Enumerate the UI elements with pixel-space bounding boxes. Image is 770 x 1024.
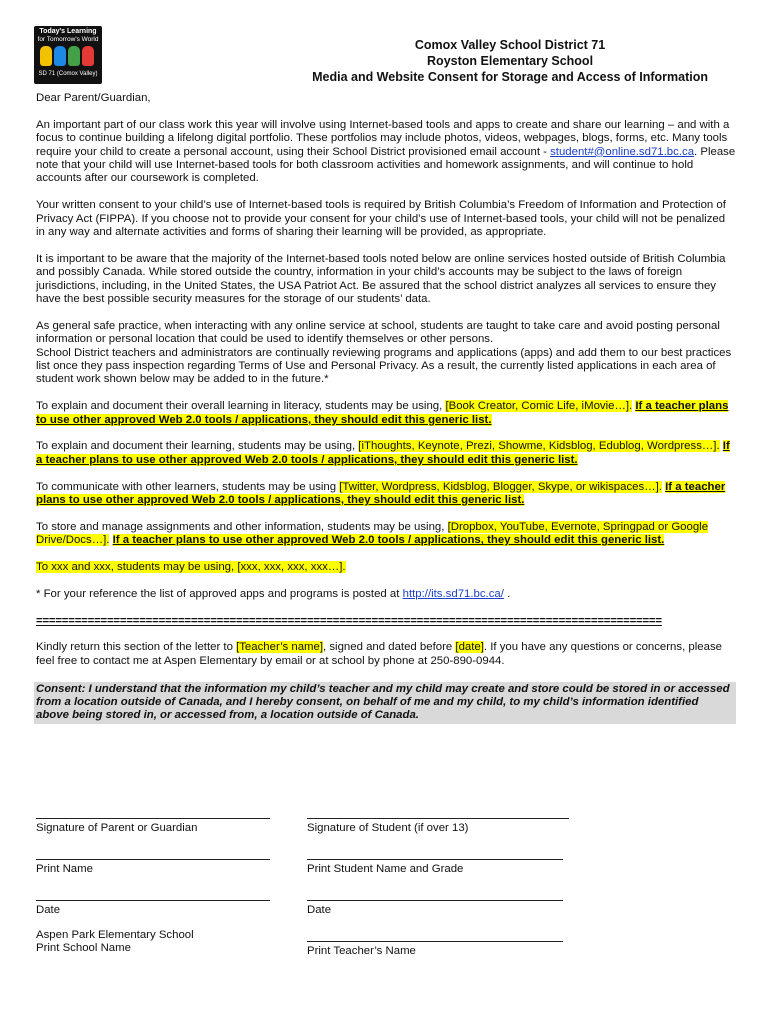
- use-xxx: To xxx and xxx, students may be using, [xxx, xxx, xxx, xxx…].: [36, 561, 346, 574]
- separator-line: =================================================================================================: [36, 614, 662, 627]
- school-name: Royston Elementary School: [427, 54, 594, 68]
- hand-icon-blue: [54, 46, 66, 66]
- date-label-right: Date: [307, 904, 332, 916]
- student-email-link[interactable]: student#@online.sd71.bc.ca: [550, 145, 695, 158]
- student-signature-label: Signature of Student (if over 13): [307, 822, 469, 834]
- signature-line: [307, 900, 563, 901]
- print-name-label: Print Name: [36, 863, 93, 875]
- hand-icon-green: [68, 46, 80, 66]
- paragraph-safe-practice: As general safe practice, when interacting with any online service at school, students are taught to take care and avoid posting personal information or personal location that could be used to identify themselves or other persons. School District teachers and administrators are continually reviewing programs and applications (apps) and add them to our best practices list once they pass inspection regarding Terms of Use and Personal Privacy. As a result, the currently listed applications in each area of student work shown below may be added to in the future.*: [36, 319, 732, 386]
- date-placeholder: [date]: [455, 641, 484, 654]
- use-learning: To explain and document their learning, students may be using, [iThoughts, Keynote, Prezi, Showme, Kidsblog, Edublog, Wordpress…]. If a teacher plans to use other approved Web 2.0 tools / applications, they should edit this generic list.: [36, 440, 730, 466]
- paragraph-storage: It is important to be aware that the majority of the Internet-based tools noted below are online services hosted outside of British Columbia and possibly Canada. While stored outside the country, information in your child’s accounts may be subject to the laws of foreign jurisdictions, including, in the United States, the USA Patriot Act. Be assured that the school district analyzes all services to ensure they have the best possible security measures for the storage of our students’ data.: [36, 252, 726, 306]
- logo-line-2: for Tomorrow's World: [37, 36, 99, 43]
- signature-line: [307, 818, 569, 819]
- signature-line: [36, 859, 270, 860]
- hand-icon-red: [82, 46, 94, 66]
- print-student-field[interactable]: [307, 859, 563, 876]
- school-name-field[interactable]: [36, 929, 270, 956]
- consent-statement: Consent: I understand that the information my child’s teacher and my child may create and store could be stored in or accessed from a location outside of Canada, and I hereby consent, on behalf of me and my child, to my child’s information identified above being stored in, or accessed from, a location outside of Canada.: [34, 682, 736, 724]
- document-title: Media and Website Consent for Storage and Access of Information: [312, 70, 708, 84]
- return-instructions: Kindly return this section of the letter to [Teacher’s name], signed and dated before [date]. If you have any questions or concerns, please feel free to contact me at Aspen Elementary by email or at school by phone at 250-890-0944.: [36, 641, 722, 667]
- date-label-left: Date: [36, 904, 61, 916]
- date-field-left[interactable]: [36, 900, 270, 917]
- signature-line: [36, 818, 270, 819]
- logo-line-1: Today's Learning: [39, 28, 97, 35]
- hand-icon-yellow: [40, 46, 52, 66]
- signature-line: [307, 859, 563, 860]
- approved-apps-link[interactable]: http://its.sd71.bc.ca/: [402, 587, 504, 600]
- teacher-name-field[interactable]: [307, 941, 563, 958]
- reference-note: * For your reference the list of approved apps and programs is posted at http://its.sd71.bc.ca/ .: [36, 587, 511, 600]
- school-name-label: Print School Name: [36, 942, 131, 955]
- student-signature-field[interactable]: [307, 818, 569, 835]
- district-logo: [34, 26, 102, 84]
- parent-signature-field[interactable]: [36, 818, 270, 835]
- school-name-value: Aspen Park Elementary School: [36, 929, 194, 941]
- print-name-field[interactable]: [36, 859, 270, 876]
- paragraph-fippa: Your written consent to your child’s use of Internet-based tools is required by British Columbia’s Freedom of Information and Protection of Privacy Act (FIPPA). If you choose not to provide your consent for your child’s use of Internet-based tools, your child will not be penalized in any way and alternate activities and forms of sharing their learning will be provided, as appropriate.: [36, 199, 726, 239]
- paragraph-intro: An important part of our class work this year will involve using Internet-based tools and apps to create and share our learning – and with a focus to continue building a lifelong digital portfolio. These portfolios may include photos, videos, webpages, blogs, forms, etc. Many tools require your child to create a personal account, using their School District provisioned email account - student#@online.sd71.bc.ca. Please note that your child will use Internet-based tools for both classroom activities and homework assignments, and will continue to hold accounts after our coursework is completed.: [36, 118, 736, 185]
- teacher-name-placeholder: [Teacher’s name]: [236, 641, 324, 654]
- print-student-label: Print Student Name and Grade: [307, 863, 464, 875]
- letter-header: [312, 37, 708, 85]
- use-store: To store and manage assignments and other information, students may be using, [Dropbox, YouTube, Evernote, Springpad or Google Drive/Docs…]. If a teacher plans to use other approved Web 2.0 tools / applications, they should edit this generic list.: [36, 520, 709, 547]
- use-literacy: To explain and document their overall learning in literacy, students may be using, [Book Creator, Comic Life, iMovie…]. If a teacher plans to use other approved Web 2.0 tools / applications, they should edit this generic list.: [36, 400, 729, 426]
- letter-body: [36, 92, 736, 724]
- signature-line: [307, 941, 563, 942]
- district-name: Comox Valley School District 71: [414, 38, 606, 52]
- signature-line: [36, 900, 270, 901]
- use-communicate: To communicate with other learners, students may be using [Twitter, Wordpress, Kidsblog, Blogger, Skype, or wikispaces…]. If a teacher plans to use other approved Web 2.0 tools / applications, they should edit this generic list.: [36, 480, 726, 507]
- date-field-right[interactable]: [307, 900, 563, 917]
- hands-icon: [40, 46, 96, 68]
- greeting: Dear Parent/Guardian,: [36, 92, 151, 104]
- teacher-name-label: Print Teacher’s Name: [307, 945, 416, 957]
- logo-line-3: SD 71 (Comox Valley): [38, 71, 98, 77]
- parent-signature-label: Signature of Parent or Guardian: [36, 822, 198, 834]
